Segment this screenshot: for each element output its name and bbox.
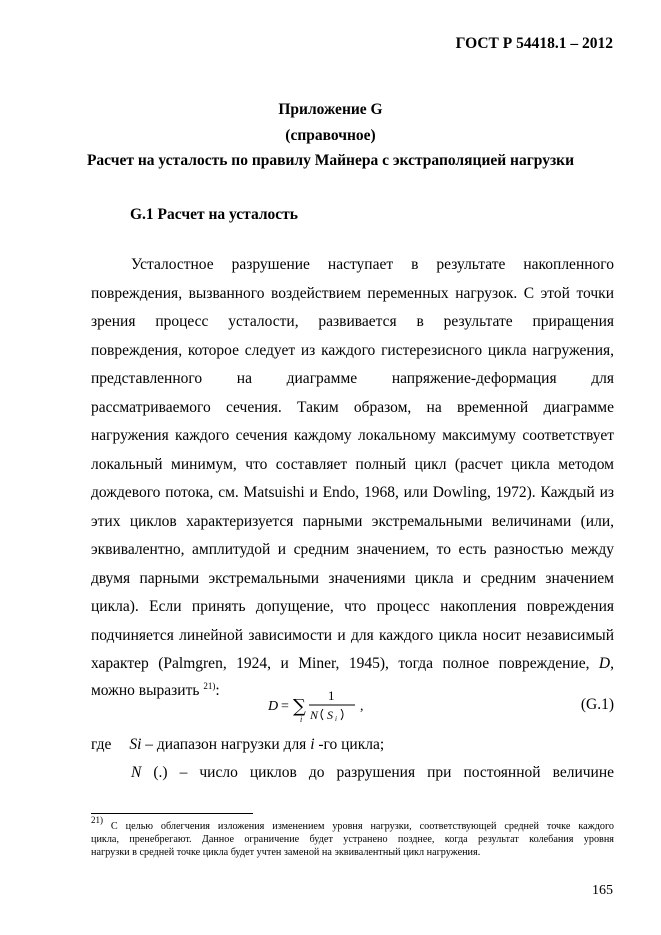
appendix-title: Приложение G (278, 101, 383, 118)
variable-n: N (131, 764, 142, 781)
formula-g1 (230, 686, 620, 726)
variable-i: i (310, 736, 315, 753)
where-line (91, 736, 384, 754)
where-text: – диапазон нагрузки для (141, 736, 311, 753)
appendix-heading: Расчет на усталость по правилу Майнера с экстраполяцией нагрузки (86, 152, 575, 169)
sum-symbol: ∑ (293, 696, 306, 717)
page-number: 165 (592, 883, 613, 898)
text-line: представленного на диаграмме напряжение-деформация для (91, 370, 614, 387)
text-line: повреждения, вызванного воздействием переменных нагрузок. С этой точки (91, 285, 614, 302)
line-text: можно выразить (91, 682, 204, 699)
formula-svg (268, 686, 418, 726)
sum-index: i (300, 715, 303, 724)
text-line: локальный минимум, что составляет полный цикл (расчет цикла методом (91, 456, 614, 473)
text-line: цикла). Если принять допущение, что процесс накопления повреждения (91, 598, 614, 615)
text-line: нагружения каждого сечения каждому локальному максимуму соответствует (91, 427, 614, 444)
text-line: подчиняется линейной зависимости и для каждого цикла носит независимый (91, 627, 614, 644)
n-definition-line (131, 764, 614, 782)
denominator-function: N (310, 708, 319, 722)
where-text-end: -го цикла; (314, 736, 385, 753)
footnote-divider (91, 813, 253, 814)
text-line: эквивалентно, амплитудой и средним значением, то есть разностью между (91, 541, 614, 558)
variable-d: D (598, 655, 611, 672)
denominator-subscript: i (335, 715, 337, 723)
n-definition-text: (.) – число циклов до разрушения при постоянной величине (153, 764, 614, 781)
formula-trail: , (360, 699, 364, 714)
footnote-mark: 21) (91, 815, 103, 825)
text-line: повреждения, которое следует из каждого гистерезисного цикла нагружения, (91, 342, 614, 359)
text-line: Усталостное разрушение наступает в результате накопленного (131, 256, 614, 273)
comma: , (610, 655, 614, 672)
document-header: ГОСТ Р 54418.1 – 2012 (455, 35, 613, 52)
colon: : (215, 682, 220, 699)
footnote-reference: 21) (203, 681, 216, 691)
variable-si: Si (129, 736, 142, 753)
text-line: двумя парными экстремальными значениями цикла и средним значением (91, 570, 614, 587)
formula-lhs: D (268, 699, 279, 714)
right-paren (341, 709, 343, 720)
text-line: рассматриваемого сечения. Таким образом, на временной диаграмме (91, 399, 614, 416)
section-title: G.1 Расчет на усталость (130, 206, 298, 223)
footnote-line (91, 815, 614, 833)
fraction-numerator: 1 (328, 688, 335, 703)
appendix-type: (справочное) (285, 127, 376, 144)
line-text: характер (Palmgren, 1924, и Miner, 1945), тогда полное повреждение, (91, 655, 599, 672)
footnote (91, 815, 614, 859)
text-line: дождевого потока, см. Matsuishi и Endo, 1968, или Dowling, 1972). Каждый из (91, 484, 614, 501)
formula-equals: = (281, 699, 289, 714)
text-line: зрения процесс усталости, развивается в результате приращения (91, 313, 614, 330)
footnote-line: нагрузки в средней точке цикла будет учтен заменой на эквивалентный цикл нагружения. (91, 847, 481, 858)
equation-number: (G.1) (580, 696, 614, 713)
denominator-variable: S (327, 708, 333, 722)
left-paren (321, 709, 323, 720)
footnote-line: цикла, пренебрегают. Данное ограничение будет устранено позднее, когда результат колебания уровня (91, 834, 614, 845)
text-line (91, 654, 614, 674)
footnote-text: С целью облегчения изложения изменением уровня нагрузки, соответствующей средней точке каждого (103, 821, 614, 832)
where-word: где (91, 736, 112, 753)
text-line: этих циклов характеризуется парными экстремальными величинами (или, (91, 513, 614, 530)
